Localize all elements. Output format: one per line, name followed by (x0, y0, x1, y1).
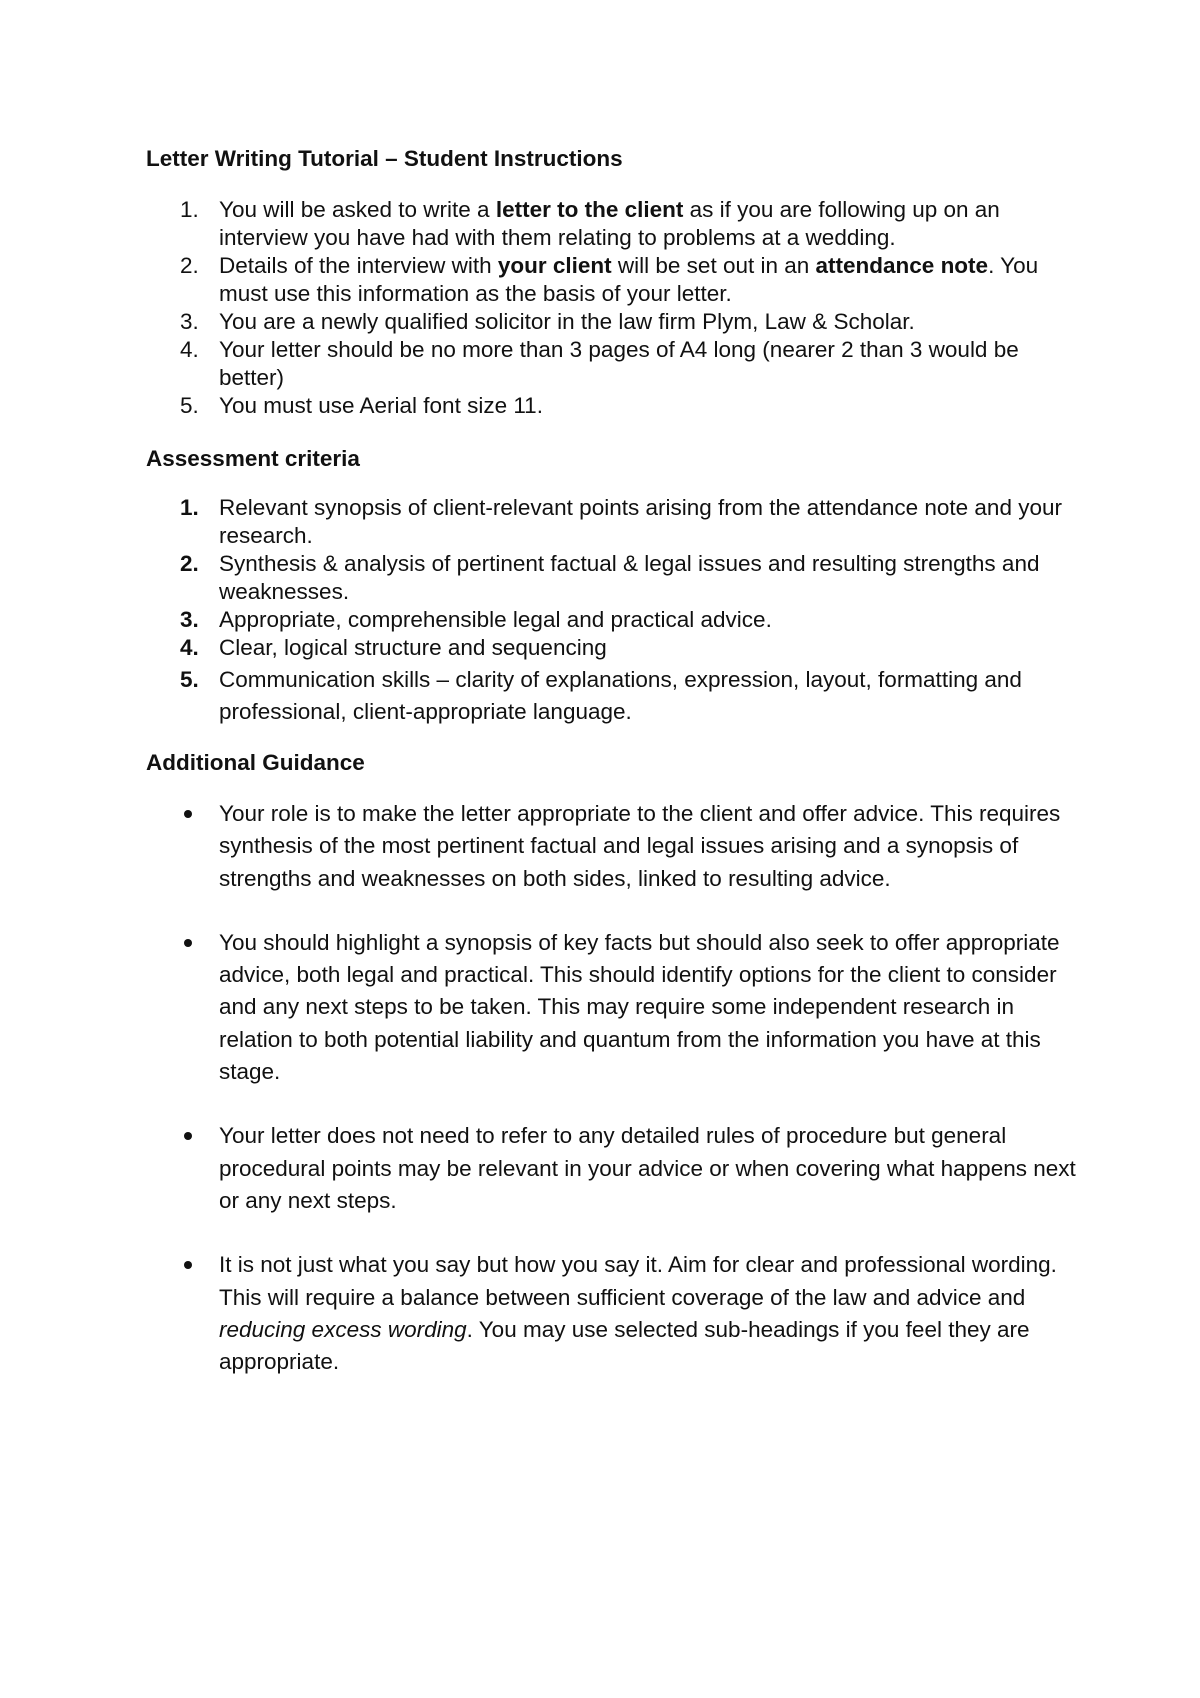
instruction-item (146, 196, 1076, 252)
bullet-icon (184, 1261, 192, 1269)
instruction-item (146, 392, 1076, 420)
criterion-text: Relevant synopsis of client-relevant points arising from the attendance note and your research. (219, 495, 1062, 548)
instruction-text: You are a newly qualified solicitor in the law firm Plym, Law & Scholar. (219, 309, 915, 334)
guidance-item (146, 1249, 1076, 1378)
instruction-text: Details of the interview with (219, 253, 498, 278)
list-number: 4. (180, 337, 199, 362)
document-title: Letter Writing Tutorial – Student Instructions (146, 146, 623, 171)
list-number: 5. (180, 393, 199, 418)
criterion-item (146, 494, 1076, 550)
guidance-text: You should highlight a synopsis of key facts but should also seek to offer appropriate advice, both legal and practical. This should identify options for the client to consider and any next steps to be taken. This may require some independent research in relation to both potential liability and quantum from the information you have at this stage. (219, 929, 1060, 1085)
criterion-item (146, 606, 1076, 634)
list-number: 2. (180, 253, 199, 278)
bullet-icon (184, 810, 192, 818)
guidance-item (146, 927, 1076, 1088)
assessment-criteria-list (146, 494, 1076, 728)
document-body (146, 142, 1076, 1410)
assessment-heading: Assessment criteria (146, 446, 360, 471)
guidance-emphasis: reducing excess wording (219, 1316, 467, 1342)
list-number: 1. (180, 197, 199, 222)
instruction-text: will be set out in an (611, 253, 816, 278)
instruction-item (146, 336, 1076, 392)
guidance-item (146, 798, 1076, 895)
bullet-icon (184, 1132, 192, 1140)
list-number: 3. (180, 309, 199, 334)
guidance-list (146, 798, 1076, 1378)
instruction-text: Your letter should be no more than 3 pages of A4 long (nearer 2 than 3 would be better) (219, 337, 1019, 390)
criterion-item (146, 664, 1076, 728)
list-number: 1. (180, 495, 199, 520)
instruction-text: You will be asked to write a (219, 197, 496, 222)
list-number: 4. (180, 635, 199, 660)
guidance-text: Your role is to make the letter appropriate to the client and offer advice. This requires synthesis of the most pertinent factual and legal issues arising and a synopsis of strengths and weaknesses on both sides, linked to resulting advice. (219, 801, 1061, 891)
instruction-item (146, 308, 1076, 336)
list-number: 2. (180, 551, 199, 576)
instruction-item (146, 252, 1076, 308)
instructions-list (146, 196, 1076, 420)
instruction-text: as if you are following up on an interview you have had with them relating to problems at a wedding. (219, 197, 1000, 250)
instruction-text: You must use Aerial font size 11. (219, 393, 543, 418)
instruction-emphasis: your client (497, 253, 612, 278)
criterion-text: Clear, logical structure and sequencing (219, 635, 607, 660)
guidance-text: It is not just what you say but how you say it. Aim for clear and professional wording. This will require a balance between sufficient coverage of the law and advice and (219, 1252, 1057, 1310)
bullet-icon (184, 939, 192, 947)
guidance-text: Your letter does not need to refer to any detailed rules of procedure but general procedural points may be relevant in your advice or when covering what happens next or any next steps. (219, 1123, 1076, 1213)
instruction-text: . You must use this information as the basis of your letter. (219, 253, 1039, 306)
criterion-text: Synthesis & analysis of pertinent factual & legal issues and resulting strengths and weaknesses. (219, 551, 1040, 604)
criterion-item (146, 634, 1076, 662)
list-number: 5. (180, 667, 199, 692)
guidance-item (146, 1120, 1076, 1217)
instruction-emphasis: attendance note (815, 253, 989, 278)
criterion-text: Appropriate, comprehensible legal and practical advice. (219, 607, 772, 632)
criterion-item (146, 550, 1076, 606)
criterion-text: Communication skills – clarity of explanations, expression, layout, formatting and professional, client-appropriate language. (219, 667, 1022, 724)
guidance-text: . You may use selected sub-headings if you feel they are appropriate. (219, 1316, 1030, 1375)
instruction-emphasis: letter to the client (495, 197, 684, 222)
guidance-heading: Additional Guidance (146, 750, 365, 775)
list-number: 3. (180, 607, 199, 632)
